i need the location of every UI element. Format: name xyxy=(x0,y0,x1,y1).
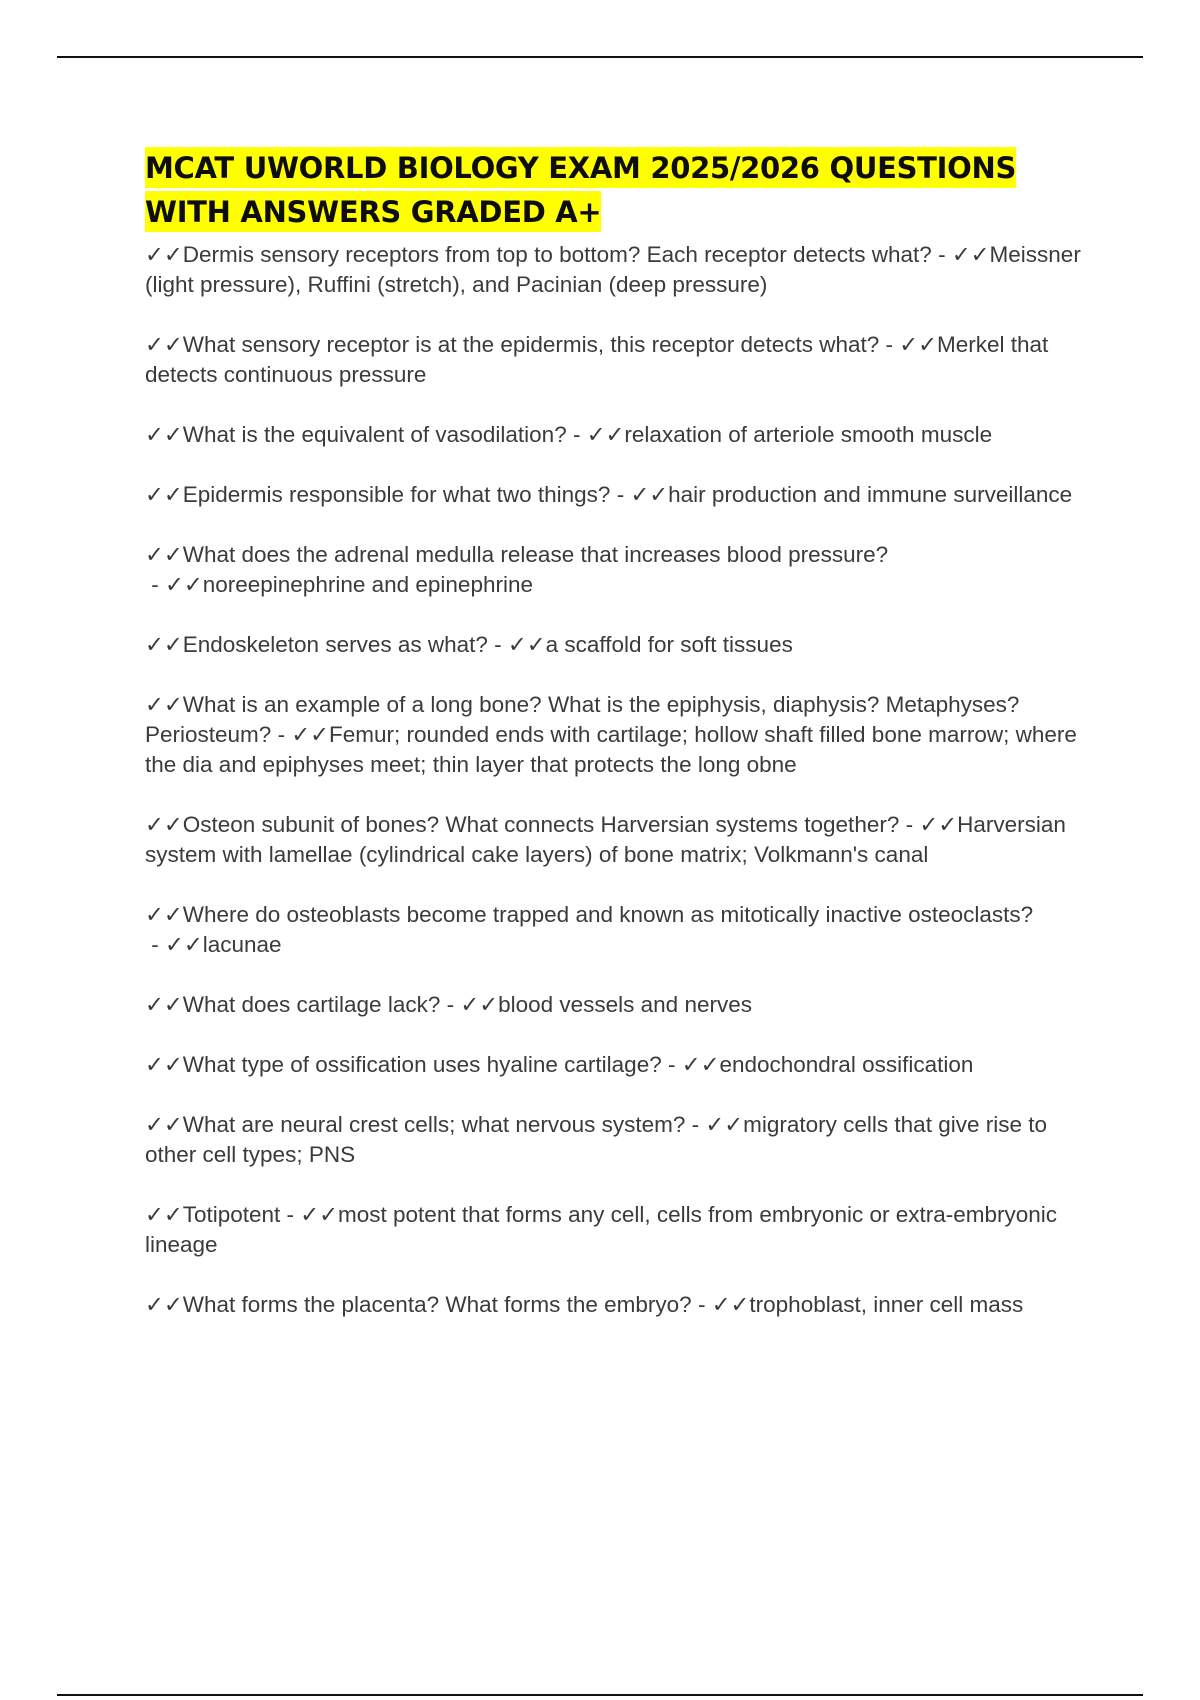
question-text: What does the adrenal medulla release that increases blood pressure? xyxy=(182,542,889,567)
qa-separator: - xyxy=(691,1292,712,1317)
answer-text: most potent that forms any cell, cells from embryonic or extra-embryonic lineage xyxy=(145,1202,1058,1257)
document-title-text: MCAT UWORLD BIOLOGY EXAM 2025/2026 QUESTIONS WITH ANSWERS GRADED A+ xyxy=(145,147,1016,232)
answer-check-icon: ✓✓ xyxy=(681,1052,720,1077)
qa-separator: - xyxy=(440,992,461,1017)
answer-check-icon: ✓✓ xyxy=(300,1202,339,1227)
qa-item xyxy=(145,420,1095,450)
qa-separator: - xyxy=(487,632,508,657)
answer-text: trophoblast, inner cell mass xyxy=(749,1292,1024,1317)
answer-check-icon: ✓✓ xyxy=(705,1112,744,1137)
qa-item xyxy=(145,810,1095,870)
answer-check-icon: ✓✓ xyxy=(630,482,669,507)
qa-separator: - xyxy=(685,1112,706,1137)
qa-item xyxy=(145,990,1095,1020)
question-text: Epidermis responsible for what two things? xyxy=(182,482,611,507)
question-check-icon: ✓✓ xyxy=(145,1202,183,1227)
question-text: What does cartilage lack? xyxy=(182,992,441,1017)
question-check-icon: ✓✓ xyxy=(145,992,183,1017)
question-check-icon: ✓✓ xyxy=(145,542,183,567)
question-text: What forms the placenta? What forms the embryo? xyxy=(182,1292,692,1317)
qa-separator: - xyxy=(879,332,900,357)
qa-separator: - xyxy=(661,1052,682,1077)
qa-item xyxy=(145,540,1095,600)
question-text: What are neural crest cells; what nervous system? xyxy=(182,1112,686,1137)
question-text: Endoskeleton serves as what? xyxy=(182,632,488,657)
answer-check-icon: ✓✓ xyxy=(899,332,938,357)
qa-separator: - xyxy=(566,422,587,447)
answer-text: Femur; rounded ends with cartilage; hollow shaft filled bone marrow; where the dia and epiphyses meet; thin layer that protects the long obne xyxy=(145,722,1077,777)
question-check-icon: ✓✓ xyxy=(145,422,183,447)
answer-check-icon: ✓✓ xyxy=(507,632,546,657)
qa-separator: - xyxy=(280,1202,301,1227)
question-check-icon: ✓✓ xyxy=(145,482,183,507)
question-check-icon: ✓✓ xyxy=(145,1112,183,1137)
qa-item xyxy=(145,690,1095,780)
question-check-icon: ✓✓ xyxy=(145,632,183,657)
question-text: What sensory receptor is at the epidermis, this receptor detects what? xyxy=(182,332,880,357)
question-check-icon: ✓✓ xyxy=(145,812,183,837)
question-check-icon: ✓✓ xyxy=(145,242,183,267)
question-check-icon: ✓✓ xyxy=(145,1052,183,1077)
qa-separator: - xyxy=(931,242,952,267)
question-check-icon: ✓✓ xyxy=(145,692,183,717)
answer-text: relaxation of arteriole smooth muscle xyxy=(624,422,993,447)
answer-text: noreepinephrine and epinephrine xyxy=(202,572,533,597)
answer-text: blood vessels and nerves xyxy=(498,992,752,1017)
question-text: Totipotent xyxy=(182,1202,281,1227)
answer-check-icon: ✓✓ xyxy=(460,992,499,1017)
qa-item xyxy=(145,330,1095,390)
answer-text: hair production and immune surveillance xyxy=(668,482,1073,507)
qa-item xyxy=(145,1290,1095,1320)
qa-item xyxy=(145,1110,1095,1170)
qa-item xyxy=(145,900,1095,960)
qa-item xyxy=(145,630,1095,660)
question-text: What type of ossification uses hyaline cartilage? xyxy=(182,1052,662,1077)
qa-separator: - xyxy=(610,482,631,507)
answer-text: a scaffold for soft tissues xyxy=(545,632,793,657)
answer-check-icon: ✓✓ xyxy=(165,932,203,957)
answer-text: migratory cells that give rise to other cell types; PNS xyxy=(145,1112,1048,1167)
question-text: What is the equivalent of vasodilation? xyxy=(182,422,567,447)
answer-check-icon: ✓✓ xyxy=(165,572,203,597)
question-check-icon: ✓✓ xyxy=(145,332,183,357)
bottom-rule xyxy=(57,1694,1143,1696)
answer-check-icon: ✓✓ xyxy=(586,422,625,447)
answer-text: Meissner (light pressure), Ruffini (stretch), and Pacinian (deep pressure) xyxy=(145,242,1081,297)
answer-text: lacunae xyxy=(202,932,282,957)
qa-separator: - xyxy=(145,932,165,957)
question-check-icon: ✓✓ xyxy=(145,902,183,927)
qa-separator: - xyxy=(899,812,920,837)
question-text: Osteon subunit of bones? What connects Harversian systems together? xyxy=(182,812,900,837)
answer-check-icon: ✓✓ xyxy=(291,722,330,747)
qa-item xyxy=(145,240,1095,300)
qa-separator: - xyxy=(271,722,292,747)
question-text: What is an example of a long bone? What is the epiphysis, diaphysis? Metaphyses? Periosteum? xyxy=(145,692,1020,747)
qa-separator: - xyxy=(145,572,165,597)
qa-item xyxy=(145,480,1095,510)
answer-check-icon: ✓✓ xyxy=(711,1292,750,1317)
answer-text: Merkel that detects continuous pressure xyxy=(145,332,1049,387)
document-page xyxy=(145,146,1095,1350)
question-text: Where do osteoblasts become trapped and known as mitotically inactive osteoclasts? xyxy=(182,902,1034,927)
answer-text: Harversian system with lamellae (cylindrical cake layers) of bone matrix; Volkmann's canal xyxy=(145,812,1066,867)
top-rule xyxy=(57,56,1143,58)
qa-list xyxy=(145,240,1095,1320)
document-title xyxy=(145,146,1095,234)
answer-check-icon: ✓✓ xyxy=(951,242,990,267)
question-check-icon: ✓✓ xyxy=(145,1292,183,1317)
answer-text: endochondral ossification xyxy=(719,1052,974,1077)
question-text: Dermis sensory receptors from top to bottom? Each receptor detects what? xyxy=(182,242,932,267)
qa-item xyxy=(145,1050,1095,1080)
qa-item xyxy=(145,1200,1095,1260)
answer-check-icon: ✓✓ xyxy=(919,812,958,837)
